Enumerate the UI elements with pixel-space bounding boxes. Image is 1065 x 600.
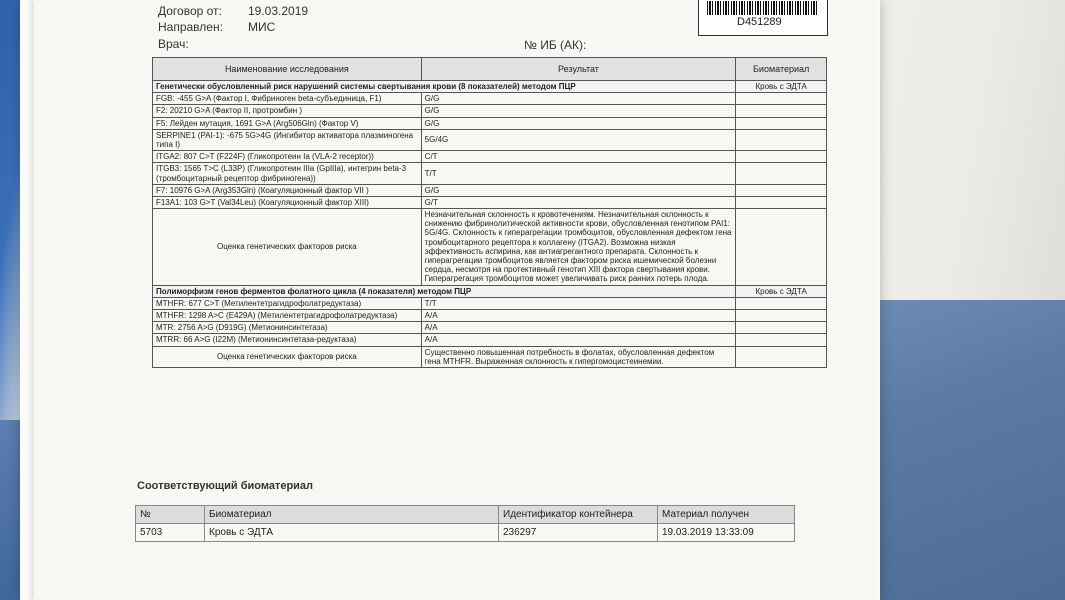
col-header-received: Материал получен [658, 506, 795, 524]
test-result: A/A [421, 322, 736, 334]
lab-report-sheet [34, 0, 874, 600]
test-name: MTHFR: 677 C>T (Метилентетрагидрофолатредуктаза) [153, 297, 422, 309]
section-title: Генетически обусловленный риск нарушений системы свертывания крови (8 показателей) методом ПЦР [153, 81, 736, 93]
col-header-result: Результат [421, 58, 736, 81]
doctor-label: Врач: [158, 37, 189, 51]
assessment-text: Существенно повышенная потребность в фолатах, обусловленная дефектом гена MTHFR. Выраженная склонность к гипергомоцистеинемии. [421, 346, 736, 367]
container-id: 236297 [499, 524, 658, 542]
biomaterial-number: 5703 [136, 524, 205, 542]
col-header-biomaterial: Биоматериал [205, 506, 499, 524]
section-biomaterial: Кровь с ЭДТА [736, 81, 827, 93]
assessment-label: Оценка генетических факторов риска [153, 209, 422, 286]
test-name: MTR: 2756 A>G (D919G) (Метионинсинтетаза) [153, 322, 422, 334]
table-row [153, 163, 827, 184]
col-header-biomaterial: Биоматериал [736, 58, 827, 81]
test-result: G/G [421, 105, 736, 117]
table-header-row [153, 58, 827, 81]
table-row [153, 129, 827, 150]
section-row-coagulation [153, 81, 827, 93]
biomaterial-header-row [136, 506, 795, 524]
test-name: F5: Лейден мутация, 1691 G>A (Arg506Gln) (Фактор V) [153, 117, 422, 129]
test-name: F13A1: 103 G>T (Val34Leu) (Коагуляционный фактор XIII) [153, 196, 422, 208]
biomaterial-section-title: Соответствующий биоматериал [137, 480, 314, 492]
table-row [153, 309, 827, 321]
barcode-icon [707, 1, 817, 15]
test-result: A/A [421, 309, 736, 321]
case-number-label: № ИБ (АК): [524, 38, 587, 52]
table-row [153, 184, 827, 196]
contract-date: 19.03.2019 [248, 4, 309, 18]
section-title: Полиморфизм генов ферментов фолатного цикла (4 показателя) методом ПЦР [153, 285, 736, 297]
table-row [153, 322, 827, 334]
test-result: T/T [421, 163, 736, 184]
barcode-label [698, 0, 828, 36]
table-row [153, 105, 827, 117]
assessment-row [153, 209, 827, 286]
test-name: FGB: -455 G>A (Фактор I, Фибриноген beta-субъединица, F1) [153, 93, 422, 105]
test-name: SERPINE1 (PAI-1): -675 5G>4G (Ингибитор активатора плазминогена типа I) [153, 129, 422, 150]
barcode-number: D451289 [737, 16, 782, 28]
test-name: F2: 20210 G>A (Фактор II, протромбин ) [153, 105, 422, 117]
table-row [153, 297, 827, 309]
contract-label: Договор от: [158, 4, 222, 18]
table-row [153, 196, 827, 208]
test-result: G/T [421, 196, 736, 208]
test-result: G/G [421, 184, 736, 196]
assessment-label: Оценка генетических факторов риска [153, 346, 422, 367]
assessment-row [153, 346, 827, 367]
test-result: G/G [421, 117, 736, 129]
table-row [153, 93, 827, 105]
test-name: F7: 10976 G>A (Arg353Gln) (Коагуляционный фактор VII ) [153, 184, 422, 196]
test-result: 5G/4G [421, 129, 736, 150]
col-header-container-id: Идентификатор контейнера [499, 506, 658, 524]
table-row [153, 117, 827, 129]
table-row [153, 334, 827, 346]
test-name: ITGB3: 1565 T>C (L33P) (Гликопротеин IIIa (GpIIIa), интегрин beta-3 (тромбоцитарный рецептор фибриногена)) [153, 163, 422, 184]
biomaterial-table [135, 505, 795, 542]
test-result: C/T [421, 151, 736, 163]
test-name: ITGA2: 807 C>T (F224F) (Гликопротеин Ia (VLA-2 receptor)) [153, 151, 422, 163]
section-row-folate [153, 285, 827, 297]
referred-label: Направлен: [158, 20, 223, 34]
section-biomaterial: Кровь с ЭДТА [736, 285, 827, 297]
table-row [153, 151, 827, 163]
test-result: A/A [421, 334, 736, 346]
col-header-number: № [136, 506, 205, 524]
test-result: G/G [421, 93, 736, 105]
test-name: MTRR: 66 A>G (I22M) (Метионинсинтетаза-редуктаза) [153, 334, 422, 346]
referred-value: МИС [248, 20, 276, 34]
results-table [152, 57, 827, 368]
biomaterial-name: Кровь с ЭДТА [205, 524, 499, 542]
col-header-test: Наименование исследования [153, 58, 422, 81]
received-datetime: 19.03.2019 13:33:09 [658, 524, 795, 542]
biomaterial-row [136, 524, 795, 542]
test-name: MTHFR: 1298 A>C (E429A) (Метилентетрагидрофолатредуктаза) [153, 309, 422, 321]
test-result: T/T [421, 297, 736, 309]
assessment-text: Незначительная склонность к кровотечениям. Незначительная склонность к снижению фибринолитической активности крови, обусловленная генотипом PAI1: 5G/4G. Склонность к гиперагрегации тромбоцитов, обусловленная дефектом гена тромбоцитарного рецептора к коллагену (ITGA2). Возможна низкая эффективность аспирина, как антиагрегантного препарата. Склонность к гиперагрегации тромбоцитов является фактором риска ишемической болезни сердца, несмотря на протективный генотип XIII фактора свертывания крови. Гиперагрегация тромбоцитов может увеличивать риск ранних потерь плода. [421, 209, 736, 286]
